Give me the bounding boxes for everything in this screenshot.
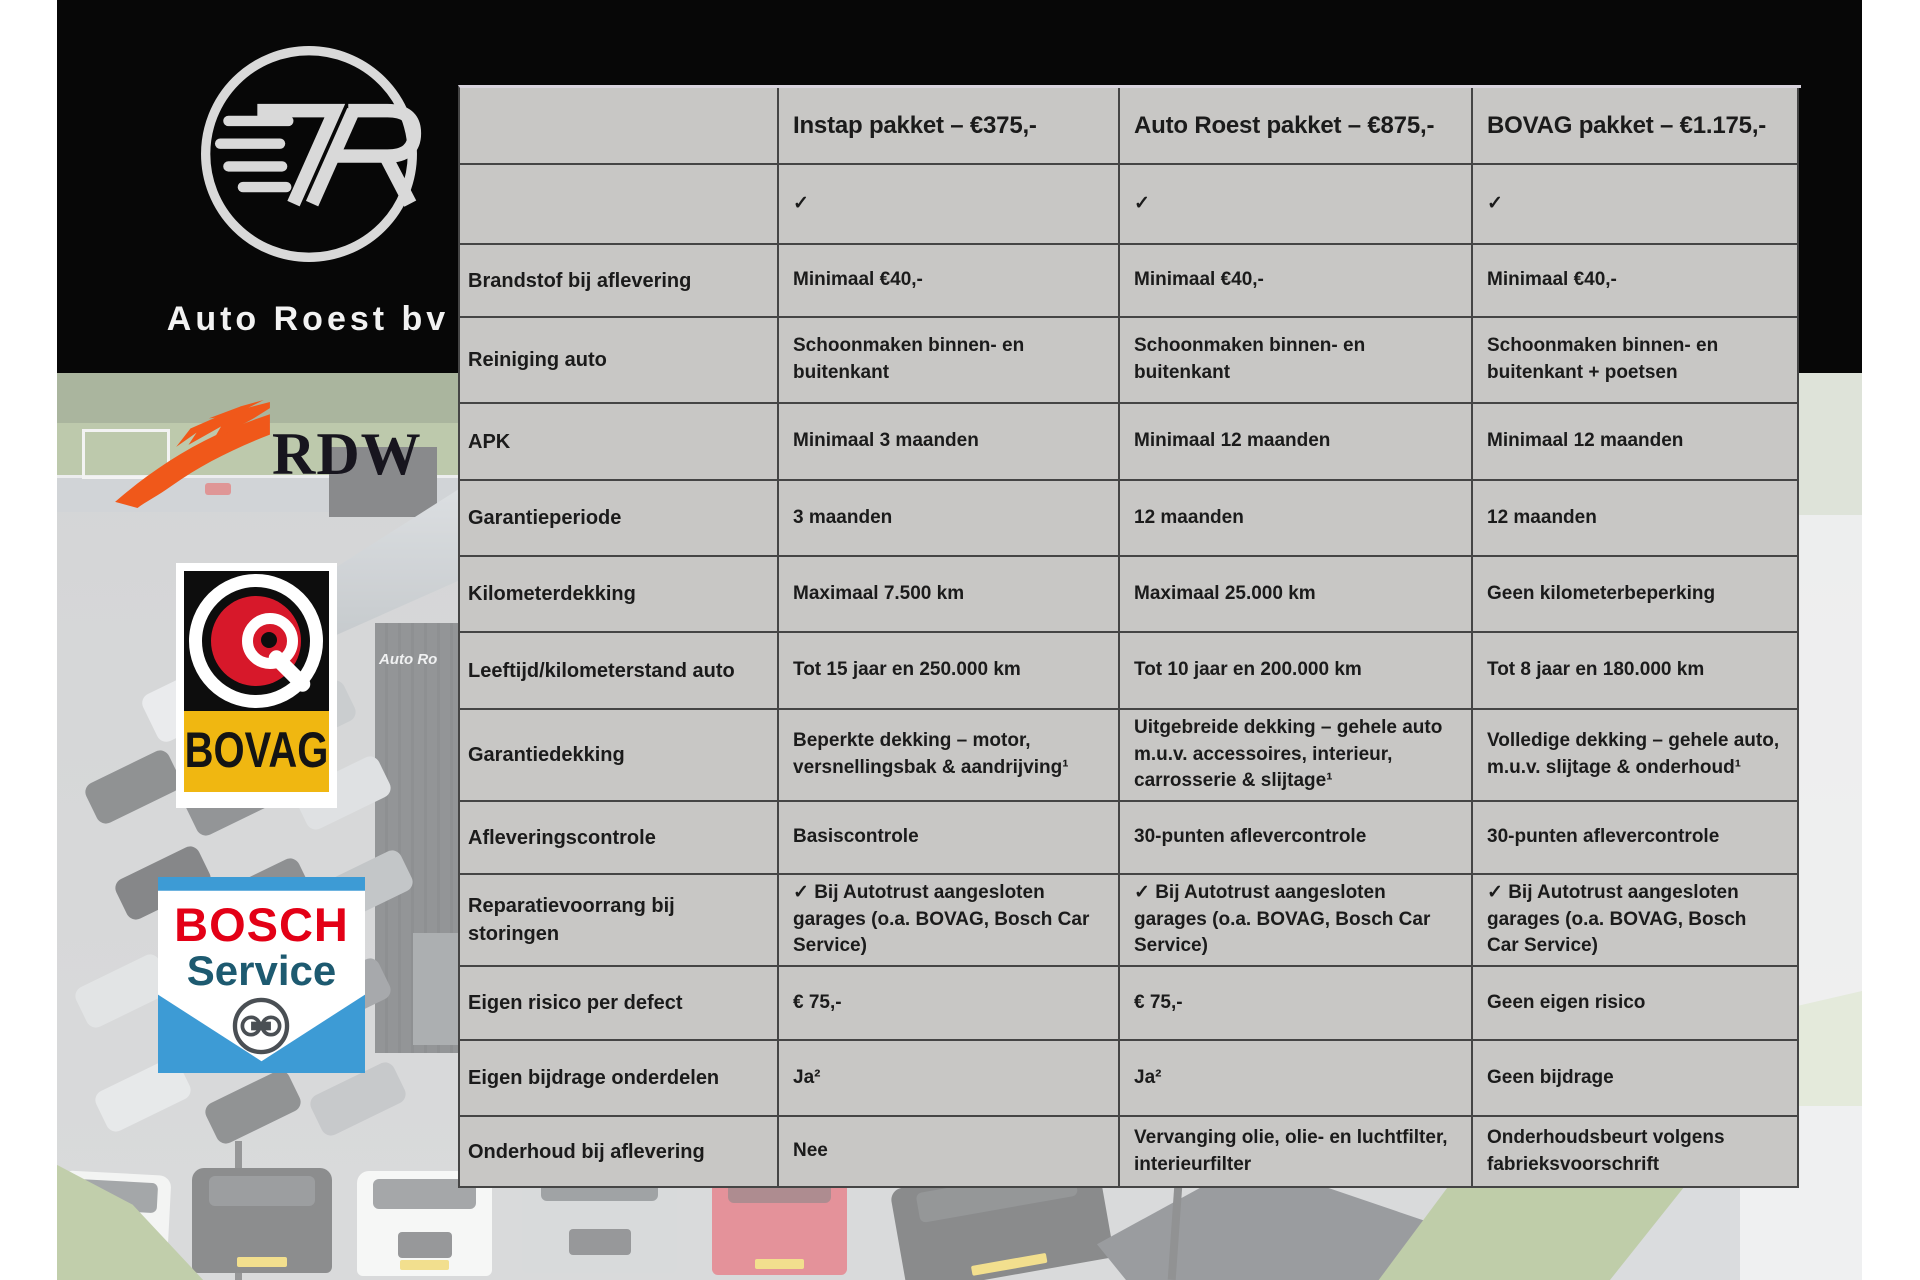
bovag-logo	[176, 563, 337, 808]
table-cell: Minimaal 12 maanden	[1473, 404, 1799, 481]
row-label: APK	[460, 404, 779, 481]
row-label: Garantieperiode	[460, 481, 779, 557]
table-cell: 12 maanden	[1473, 481, 1799, 557]
table-cell: ✓	[1473, 165, 1799, 245]
table-cell: Ja²	[779, 1041, 1120, 1117]
bosch-armature-icon	[230, 995, 292, 1057]
table-cell: Tot 15 jaar en 250.000 km	[779, 633, 1120, 710]
table-cell: Maximaal 7.500 km	[779, 557, 1120, 633]
company-name: Auto Roest bv	[166, 300, 450, 338]
rdw-label: RDW	[272, 421, 422, 487]
table-cell: Onderhoudsbeurt volgens fabrieksvoorschrift	[1473, 1117, 1799, 1188]
table-cell: ✓	[779, 165, 1120, 245]
table-cell: ✓ Bij Autotrust aangesloten garages (o.a. BOVAG, Bosch Car Service)	[1120, 875, 1473, 967]
row-label: Leeftijd/kilometerstand auto	[460, 633, 779, 710]
table-cell: Geen eigen risico	[1473, 967, 1799, 1041]
bovag-center-dot	[261, 632, 277, 648]
table-cell: 30-punten aflevercontrole	[1473, 802, 1799, 875]
table-cell: Schoonmaken binnen- en buitenkant + poetsen	[1473, 318, 1799, 404]
column-header: Auto Roest pakket – €875,-	[1120, 88, 1473, 165]
table-cell: Geen kilometerbeperking	[1473, 557, 1799, 633]
column-header: BOVAG pakket – €1.175,-	[1473, 88, 1799, 165]
bovag-emblem-icon	[184, 571, 329, 711]
table-cell: Minimaal 12 maanden	[1120, 404, 1473, 481]
table-cell: Volledige dekking – gehele auto, m.u.v. slijtage & onderhoud¹	[1473, 710, 1799, 802]
comparison-table	[458, 85, 1801, 1188]
table-cell: Vervanging olie, olie- en luchtfilter, interieurfilter	[1120, 1117, 1473, 1188]
table-cell: 12 maanden	[1120, 481, 1473, 557]
table-cell: Minimaal €40,-	[779, 245, 1120, 318]
bosch-service-logo	[158, 877, 365, 1073]
row-label: Brandstof bij aflevering	[460, 245, 779, 318]
rdw-swoosh-icon	[110, 400, 275, 510]
rdw-logo	[110, 400, 422, 515]
table-cell: 3 maanden	[779, 481, 1120, 557]
row-label: Garantiedekking	[460, 710, 779, 802]
table-cell: Schoonmaken binnen- en buitenkant	[779, 318, 1120, 404]
column-header: Instap pakket – €375,-	[779, 88, 1120, 165]
row-label: Onderhoud bij aflevering	[460, 1117, 779, 1188]
table-cell: ✓	[1120, 165, 1473, 245]
row-label: Reparatievoorrang bij storingen	[460, 875, 779, 967]
row-label	[460, 165, 779, 245]
bosch-label: BOSCH	[174, 898, 349, 951]
row-label: Afleveringscontrole	[460, 802, 779, 875]
auto-roest-logo-icon	[185, 26, 433, 282]
table-cell: Tot 8 jaar en 180.000 km	[1473, 633, 1799, 710]
row-label: Reiniging auto	[460, 318, 779, 404]
table-cell: Tot 10 jaar en 200.000 km	[1120, 633, 1473, 710]
bovag-yellow-band	[184, 711, 329, 792]
table-cell: Basiscontrole	[779, 802, 1120, 875]
row-label: Eigen bijdrage onderdelen	[460, 1041, 779, 1117]
table-cell: ✓ Bij Autotrust aangesloten garages (o.a. BOVAG, Bosch Car Service)	[1473, 875, 1799, 967]
bovag-label: BOVAG	[184, 723, 329, 779]
column-header-empty	[460, 88, 779, 165]
table-cell: Nee	[779, 1117, 1120, 1188]
table-cell: Minimaal 3 maanden	[779, 404, 1120, 481]
building-sign: Auto Ro	[379, 651, 438, 668]
bosch-service-label: Service	[186, 947, 337, 994]
table-cell: Schoonmaken binnen- en buitenkant	[1120, 318, 1473, 404]
row-label: Kilometerdekking	[460, 557, 779, 633]
table-cell: Ja²	[1120, 1041, 1473, 1117]
row-label: Eigen risico per defect	[460, 967, 779, 1041]
table-cell: Minimaal €40,-	[1473, 245, 1799, 318]
table-cell: Maximaal 25.000 km	[1120, 557, 1473, 633]
table-cell: € 75,-	[1120, 967, 1473, 1041]
table-cell: ✓ Bij Autotrust aangesloten garages (o.a. BOVAG, Bosch Car Service)	[779, 875, 1120, 967]
table-cell: 30-punten aflevercontrole	[1120, 802, 1473, 875]
table-cell: Geen bijdrage	[1473, 1041, 1799, 1117]
table-cell: Uitgebreide dekking – gehele auto m.u.v. accessoires, interieur, carrosserie & slijtage¹	[1120, 710, 1473, 802]
table-cell: Beperkte dekking – motor, versnellingsbak & aandrijving¹	[779, 710, 1120, 802]
table-cell: € 75,-	[779, 967, 1120, 1041]
table-cell: Minimaal €40,-	[1120, 245, 1473, 318]
